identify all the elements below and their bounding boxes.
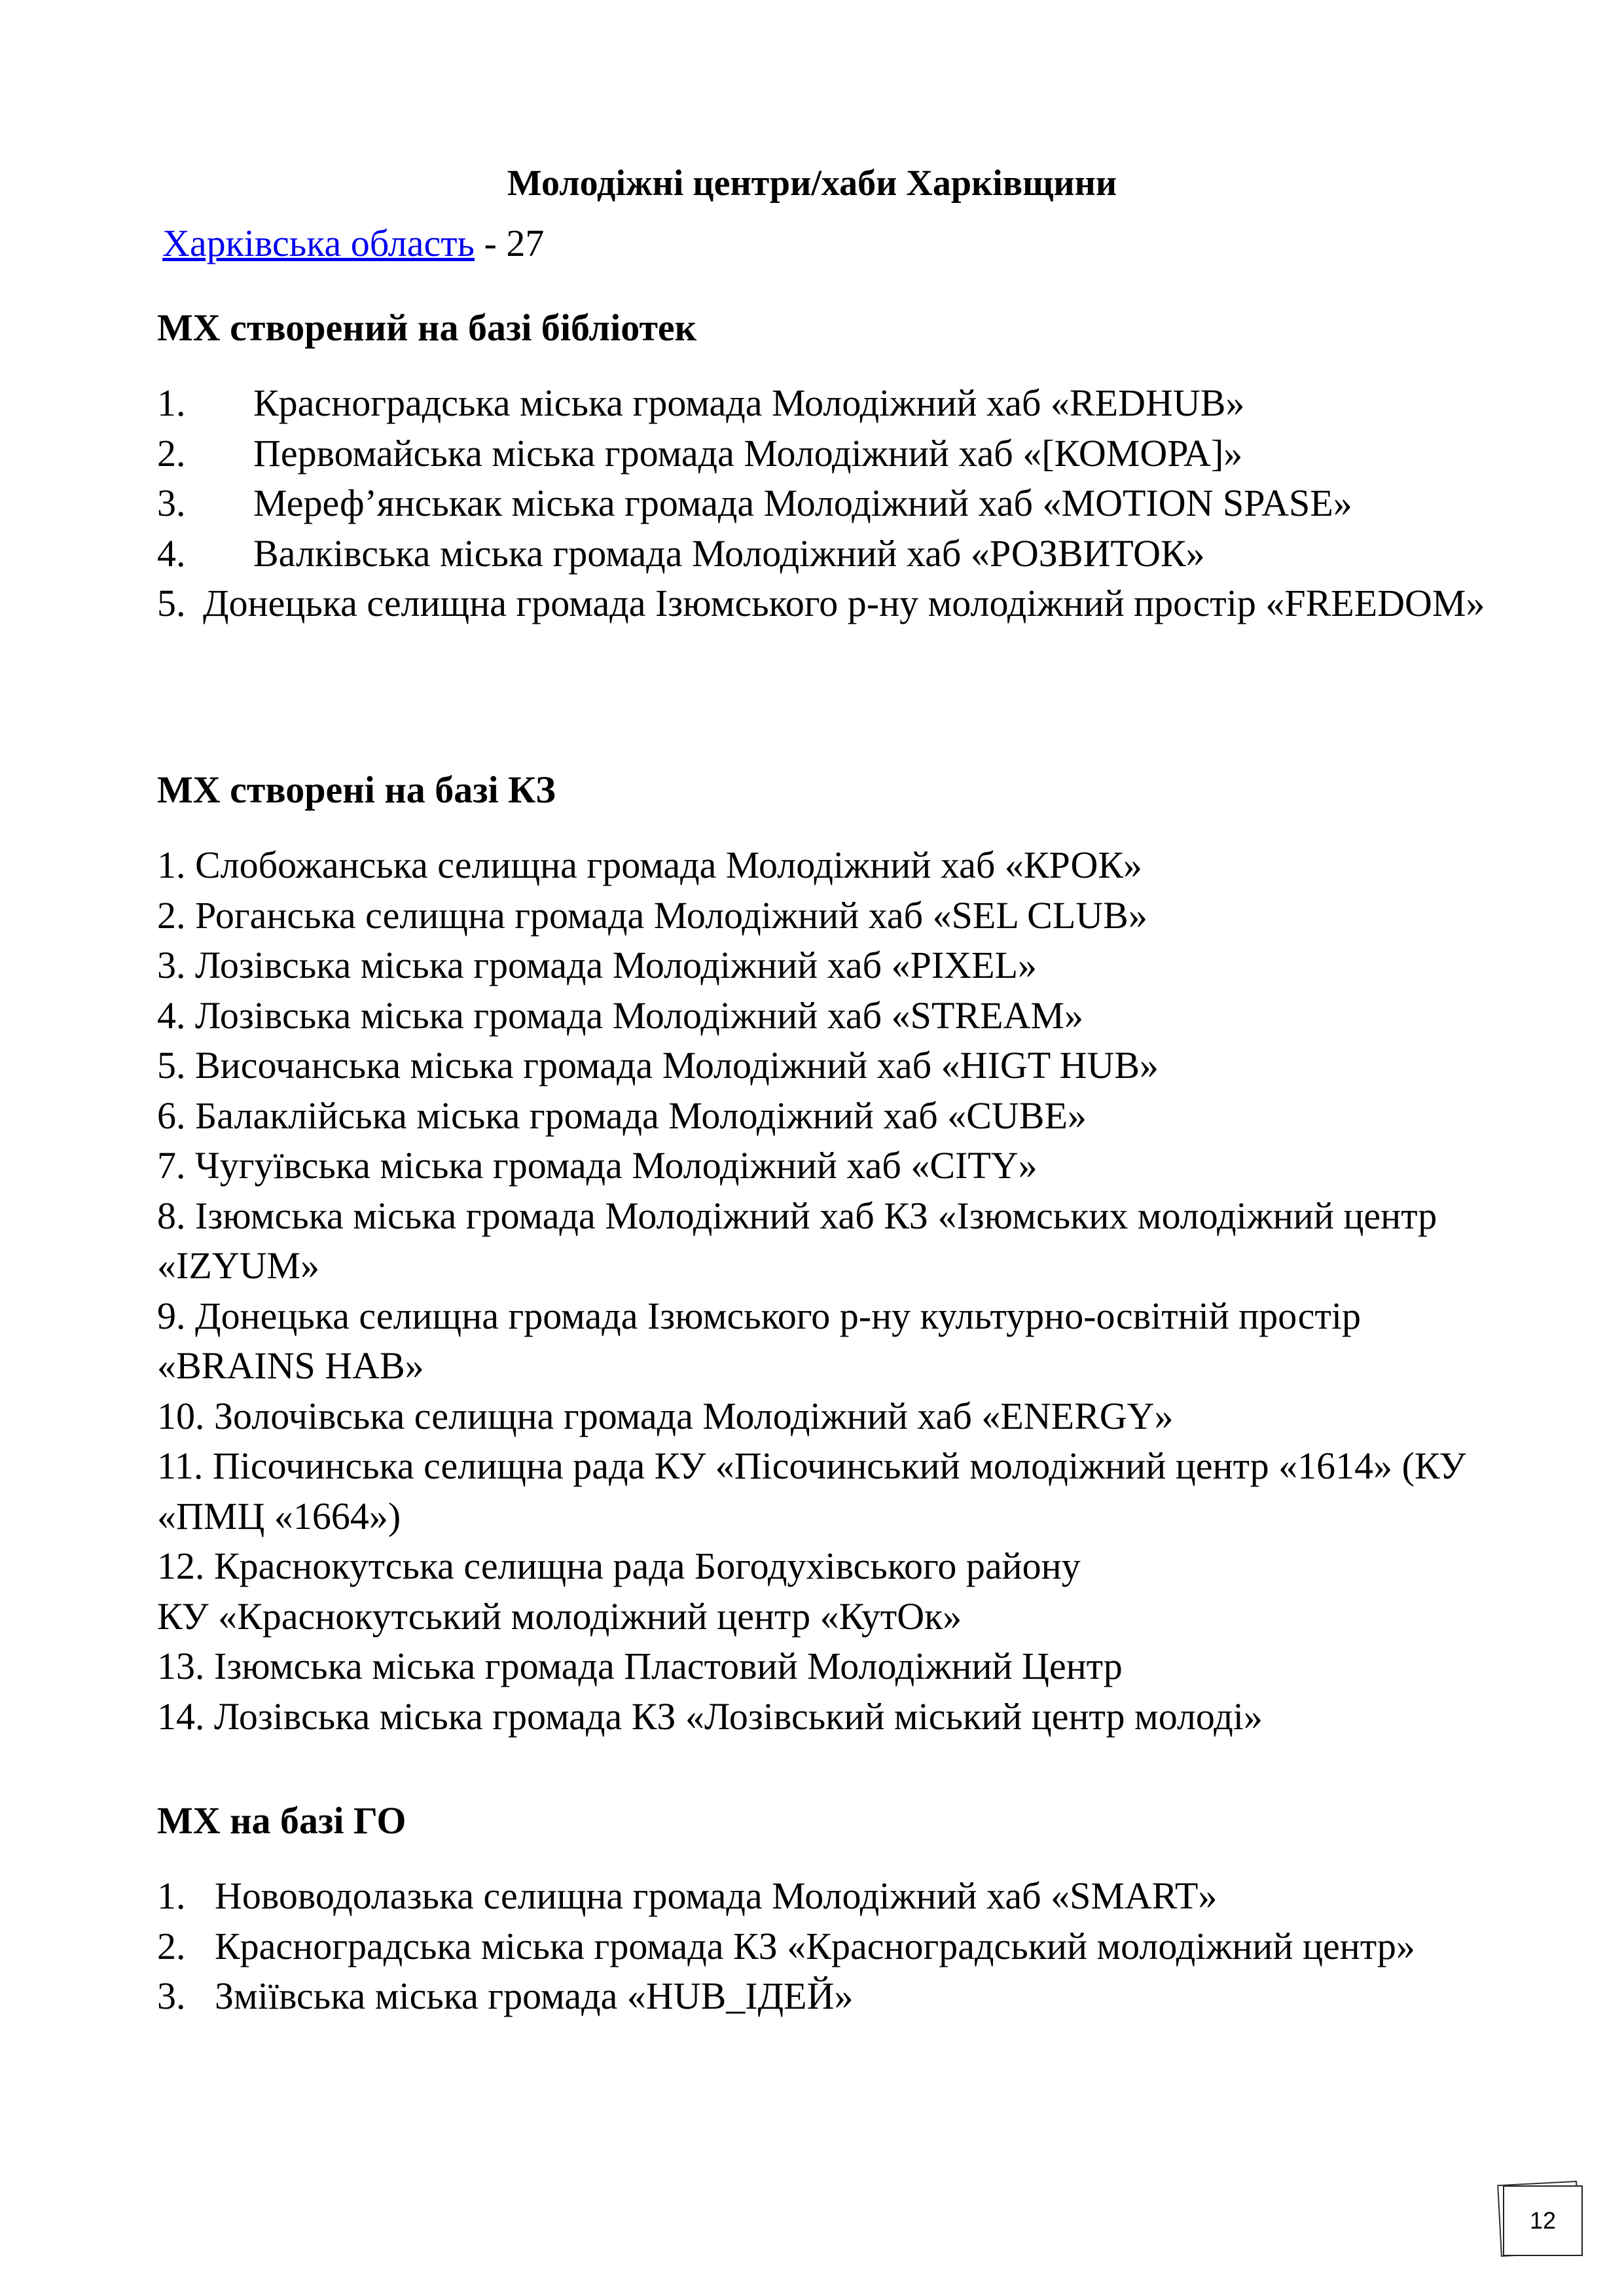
page-title: Молодіжні центри/хаби Харківщини bbox=[507, 163, 1117, 204]
list-item: 7. Чугуївська міська громада Молодіжний хаб «CITY» bbox=[157, 1144, 1038, 1187]
section-list-kz bbox=[157, 840, 1519, 1742]
list-item bbox=[157, 1922, 1519, 1972]
list-item: КУ «Краснокутський молодіжний центр «КутОк» bbox=[157, 1594, 962, 1638]
list-item bbox=[157, 478, 1519, 529]
item-text: Донецька селищна громада Ізюмського р-ну молодіжний простір «FREEDOM» bbox=[203, 582, 1485, 624]
item-number: 4. bbox=[157, 531, 186, 575]
list-item: 8. Ізюмська міська громада Молодіжний хаб КЗ «Ізюмських молодіжний центр «IZYUM» bbox=[157, 1194, 1437, 1287]
list-item: 13. Ізюмська міська громада Пластовий Молодіжний Центр bbox=[157, 1645, 1123, 1687]
list-item: 11. Пісочинська селищна рада КУ «Пісочинський молодіжний центр «1614» (КУ «ПМЦ «1664») bbox=[157, 1444, 1466, 1537]
item-text: Зміївська міська громада «HUB_ІДЕЙ» bbox=[215, 1975, 854, 2017]
item-text: Нововодолазька селищна громада Молодіжний хаб «SMART» bbox=[215, 1874, 1218, 1917]
list-item bbox=[157, 529, 1519, 579]
list-item bbox=[157, 579, 1519, 629]
list-item bbox=[157, 429, 1519, 479]
page-number-box bbox=[1499, 2183, 1584, 2256]
list-item: 2. Роганська селищна громада Молодіжний хаб «SEL CLUB» bbox=[157, 893, 1147, 937]
item-number: 5. bbox=[157, 582, 186, 624]
section-list-libraries bbox=[157, 378, 1519, 629]
section-heading-libraries: МХ створений на базі бібліотек bbox=[157, 306, 697, 349]
section-list-ngo bbox=[157, 1871, 1519, 2022]
list-item bbox=[157, 1971, 1519, 2022]
list-item: 12. Краснокутська селищна рада Богодухівського району bbox=[157, 1545, 1081, 1587]
item-text: Красноградська міська громада Молодіжний хаб «REDHUB» bbox=[253, 382, 1245, 424]
item-number: 3. bbox=[157, 1975, 186, 2017]
list-item: 5. Височанська міська громада Молодіжний хаб «HIGT HUB» bbox=[157, 1044, 1159, 1086]
section-heading-ngo: МХ на базі ГО bbox=[157, 1799, 406, 1842]
item-number: 1. bbox=[157, 382, 186, 424]
item-text: Первомайська міська громада Молодіжний хаб «[КОМОРА]» bbox=[253, 431, 1243, 475]
region-count: - 27 bbox=[475, 222, 545, 264]
page-number: 12 bbox=[1503, 2185, 1583, 2256]
section-heading-kz: МХ створені на базі КЗ bbox=[157, 768, 556, 811]
item-text: Мереф’янськак міська громада Молодіжний хаб «MOTION SPASE» bbox=[253, 482, 1352, 524]
item-number: 3. bbox=[157, 482, 186, 524]
item-number: 1. bbox=[157, 1874, 186, 1917]
region-line bbox=[162, 219, 544, 268]
list-item: 1. Слобожанська селищна громада Молодіжний хаб «КРОК» bbox=[157, 844, 1143, 886]
item-number: 2. bbox=[157, 1924, 186, 1967]
list-item bbox=[157, 378, 1519, 429]
list-item: 10. Золочівська селищна громада Молодіжний хаб «ENERGY» bbox=[157, 1394, 1174, 1437]
list-item bbox=[157, 1871, 1519, 1922]
item-number: 2. bbox=[157, 431, 186, 475]
list-item: 4. Лозівська міська громада Молодіжний хаб «STREAM» bbox=[157, 994, 1083, 1037]
list-item: 3. Лозівська міська громада Молодіжний хаб «PIXEL» bbox=[157, 944, 1037, 986]
region-link[interactable]: Харківська область bbox=[162, 222, 475, 264]
list-item: 9. Донецька селищна громада Ізюмського р-ну культурно-освітній простір «BRAINS HAB» bbox=[157, 1294, 1361, 1387]
list-item: 6. Балаклійська міська громада Молодіжний хаб «CUBE» bbox=[157, 1094, 1087, 1137]
item-text: Красноградська міська громада КЗ «Красноградський молодіжний центр» bbox=[215, 1924, 1415, 1967]
item-text: Валківська міська громада Молодіжний хаб «РОЗВИТОК» bbox=[253, 531, 1205, 575]
list-item: 14. Лозівська міська громада КЗ «Лозівський міський центр молоді» bbox=[157, 1695, 1263, 1738]
